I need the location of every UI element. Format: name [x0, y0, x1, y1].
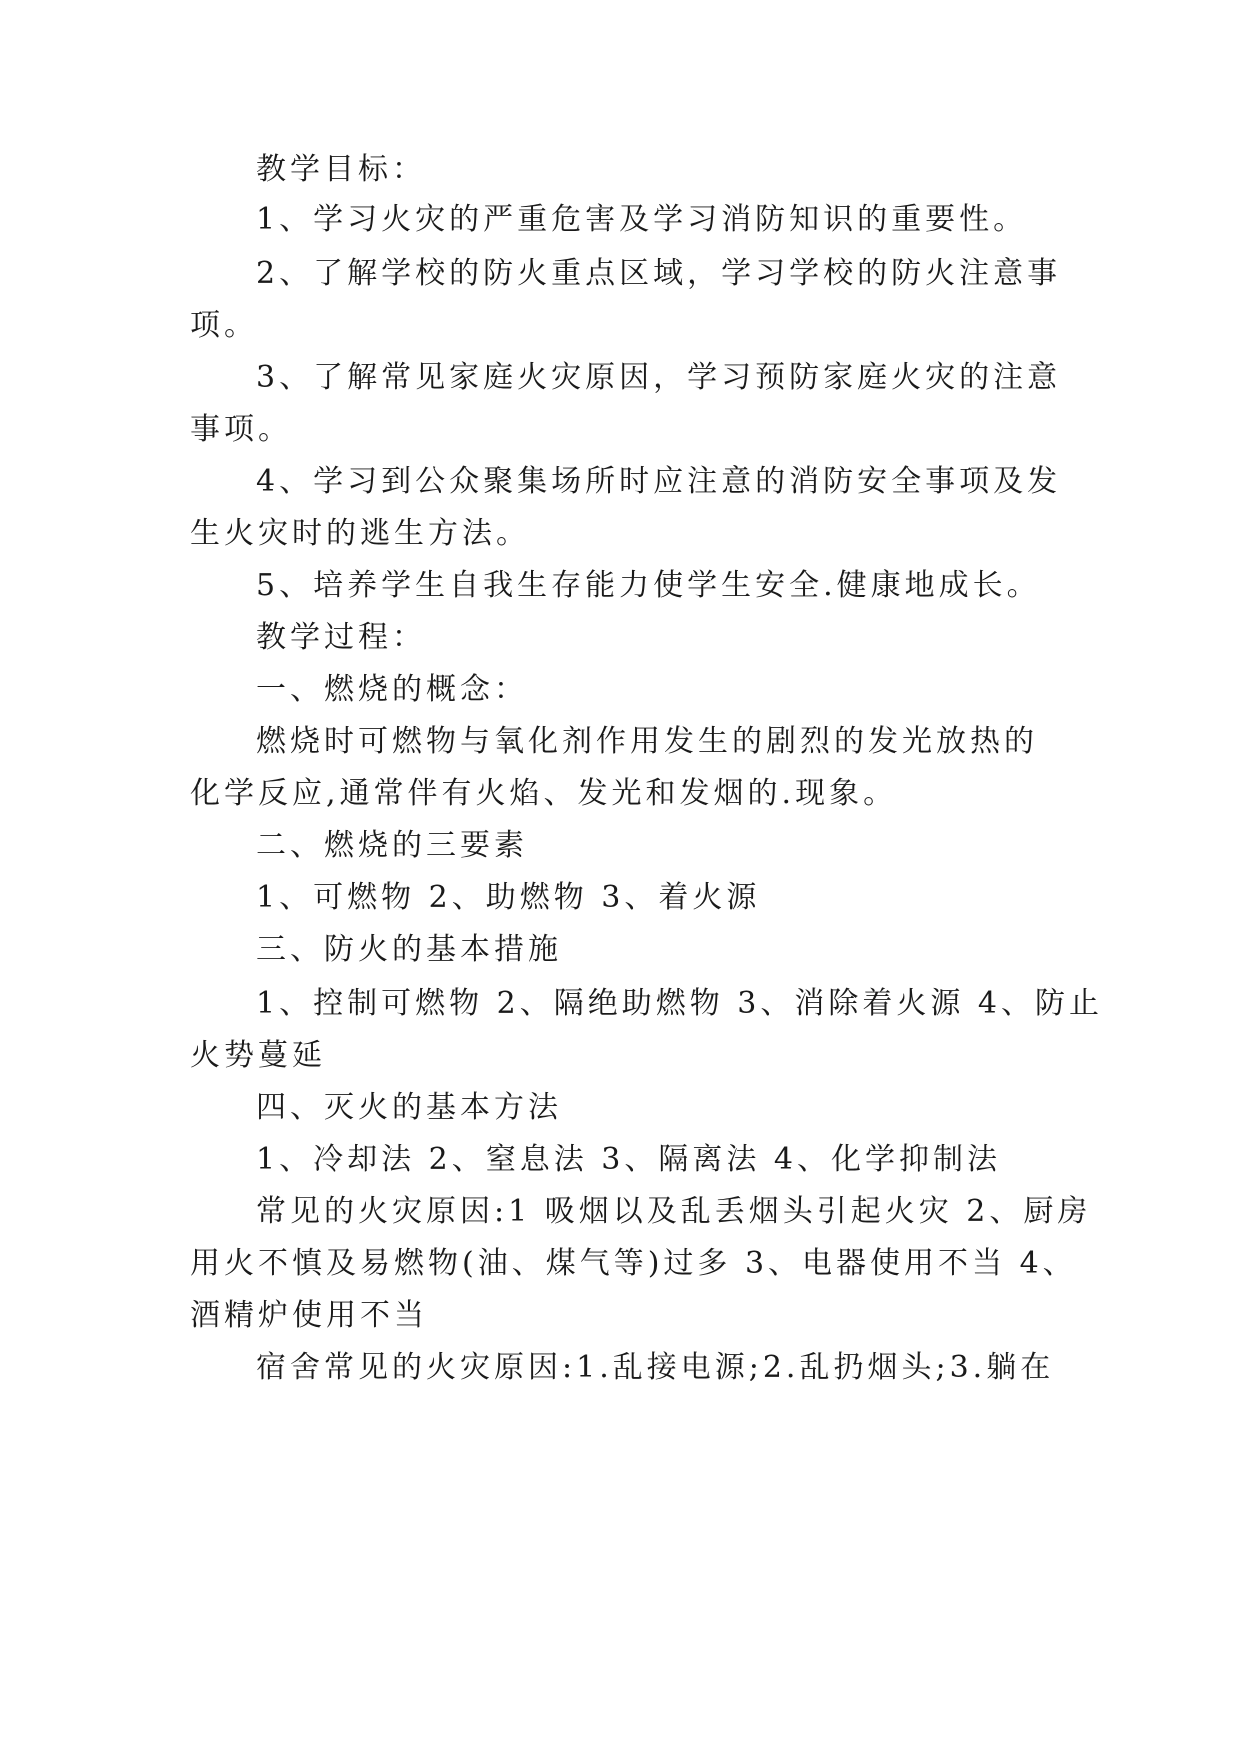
objective-item-3: 3、了解常见家庭火灾原因，学习预防家庭火灾的注意	[256, 360, 1062, 395]
paragraph-dorm-causes: 宿舍常见的火灾原因:1.乱接电源;2.乱扔烟头;3.躺在	[256, 1350, 1055, 1385]
paragraph-common-causes-cont-1: 用火不慎及易燃物(油、煤气等)过多 3、电器使用不当 4、	[190, 1246, 1077, 1281]
subheading-three-elements: 二、燃烧的三要素	[256, 828, 528, 863]
objective-item-2: 2、了解学校的防火重点区域，学习学校的防火注意事	[256, 256, 1062, 291]
paragraph-combustion-definition: 燃烧时可燃物与氧化剂作用发生的剧烈的发光放热的	[256, 724, 1038, 759]
section-heading-objectives: 教学目标：	[256, 152, 426, 187]
objective-item-3-cont: 事项。	[190, 412, 292, 447]
subheading-fire-prevention: 三、防火的基本措施	[256, 932, 562, 967]
section-heading-process: 教学过程：	[256, 620, 426, 655]
objective-item-1: 1、学习火灾的严重危害及学习消防知识的重要性。	[256, 202, 1028, 237]
objective-item-4: 4、学习到公众聚集场所时应注意的消防安全事项及发	[256, 464, 1062, 499]
subheading-combustion-concept: 一、燃烧的概念：	[256, 672, 528, 707]
objective-item-4-cont: 生火灾时的逃生方法。	[190, 516, 530, 551]
objective-item-2-cont: 项。	[190, 308, 258, 343]
paragraph-combustion-definition-cont: 化学反应,通常伴有火焰、发光和发烟的.现象。	[190, 776, 898, 811]
paragraph-common-causes-cont-2: 酒精炉使用不当	[190, 1298, 428, 1333]
list-extinguishing-methods: 1、冷却法 2、窒息法 3、隔离法 4、化学抑制法	[256, 1142, 1001, 1177]
list-fire-prevention-cont: 火势蔓延	[190, 1038, 326, 1073]
list-three-elements: 1、可燃物 2、助燃物 3、着火源	[256, 880, 761, 915]
objective-item-5: 5、培养学生自我生存能力使学生安全.健康地成长。	[256, 568, 1041, 603]
subheading-extinguishing-methods: 四、灭火的基本方法	[256, 1090, 562, 1125]
paragraph-common-causes: 常见的火灾原因:1 吸烟以及乱丢烟头引起火灾 2、厨房	[256, 1194, 1092, 1229]
list-fire-prevention: 1、控制可燃物 2、隔绝助燃物 3、消除着火源 4、防止	[256, 986, 1103, 1021]
